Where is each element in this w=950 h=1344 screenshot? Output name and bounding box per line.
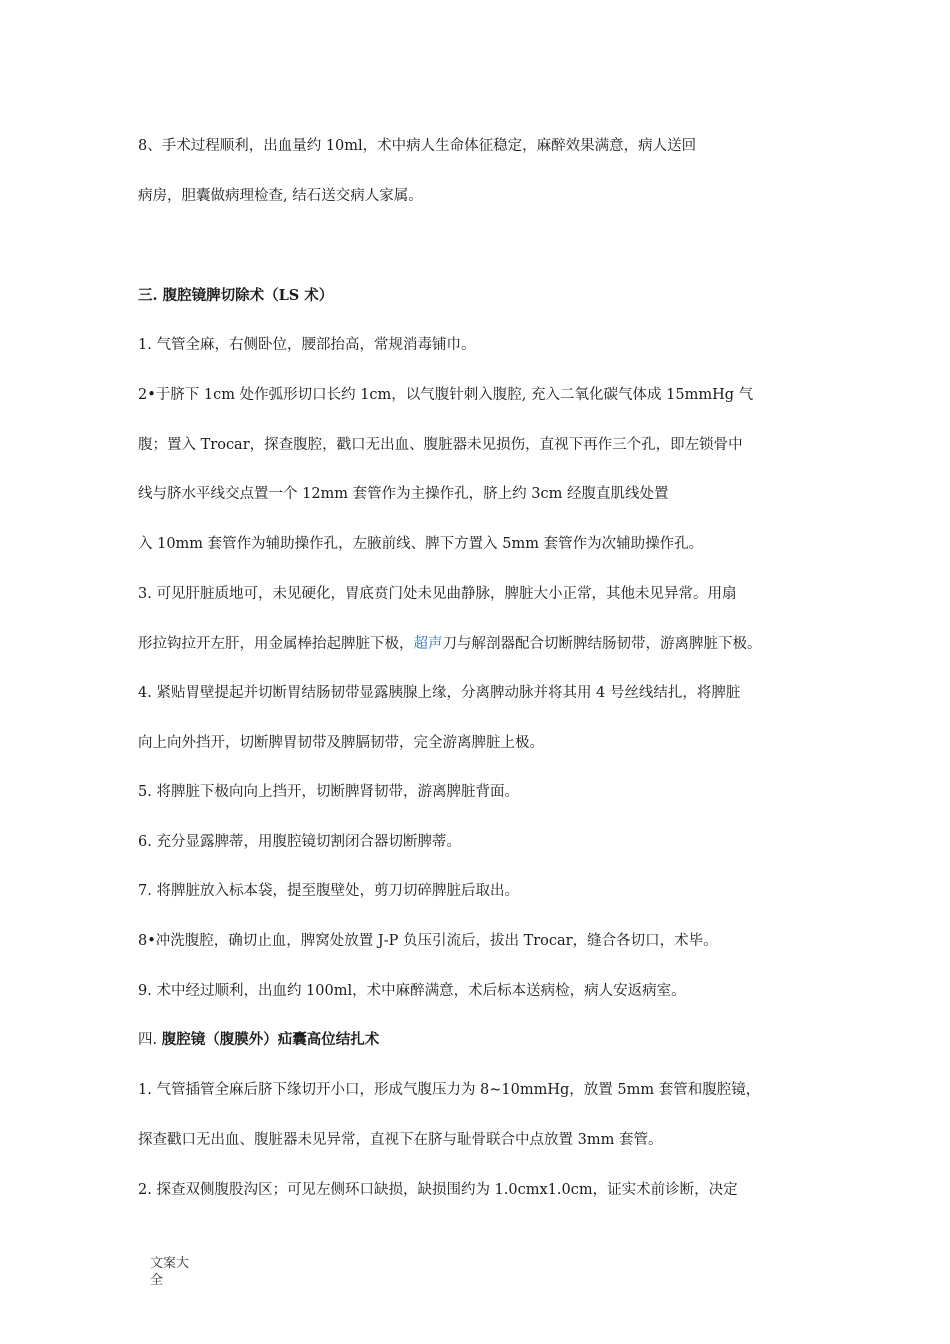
prev-item-8-line-1: 8、手术过程顺利，出血量约 10ml，术中病人生命体征稳定，麻醉效果满意，病人送回	[138, 138, 697, 154]
section-3-item-2-line-3: 线与脐水平线交点置一个 12mm 套管作为主操作孔，脐上约 3cm 经腹直肌线处置	[138, 486, 669, 502]
section-3-item-7: 7. 将脾脏放入标本袋，提至腹壁处，剪刀切碎脾脏后取出。	[138, 883, 519, 899]
ultrasound-link[interactable]: 超声	[413, 636, 443, 652]
item-3-text-after-link: 刀与解剖器配合切断脾结肠韧带，游离脾脏下极。	[442, 636, 762, 652]
item-3-text-before-link: 形拉钩拉开左肝，用金属棒抬起脾脏下极，	[138, 636, 414, 652]
section-3-item-3-line-2	[138, 634, 828, 654]
footer-line-2: 全	[150, 1273, 164, 1288]
section-4-item-1-line-2: 探查戳口无出血、腹脏器未见异常，直视下在脐与耻骨联合中点放置 3mm 套管。	[138, 1132, 663, 1148]
section-3-item-6: 6. 充分显露脾蒂，用腹腔镜切割闭合器切断脾蒂。	[138, 834, 461, 850]
section-3-item-4-line-1: 4. 紧贴胃壁提起并切断胃结肠韧带显露胰腺上缘，分离脾动脉并将其用 4 号丝线结扎，将脾脏	[138, 685, 741, 701]
section-4-title	[138, 1030, 828, 1050]
section-4-title-prefix: 四.	[138, 1032, 162, 1048]
section-3-item-2-line-2: 腹；置入 Trocar，探查腹腔，戳口无出血、腹脏器未见损伤，直视下再作三个孔，即左锁骨中	[138, 437, 743, 453]
section-3-item-9: 9. 术中经过顺利，出血约 100ml，术中麻醉满意，术后标本送病检，病人安返病室。	[138, 983, 686, 999]
section-3-item-1: 1. 气管全麻，右侧卧位，腰部抬高，常规消毒铺巾。	[138, 337, 476, 353]
section-3-item-4-line-2: 向上向外挡开，切断脾胃韧带及脾膈韧带，完全游离脾脏上极。	[138, 735, 544, 751]
section-3-item-2-line-4: 入 10mm 套管作为辅助操作孔，左腋前线、脾下方置入 5mm 套管作为次辅助操作孔。	[138, 536, 704, 552]
section-3-item-2-line-1: 2•于脐下 1cm 处作弧形切口长约 1cm，以气腹针刺入腹腔, 充入二氧化碳气体成 15mmHg 气	[138, 387, 754, 403]
prev-item-8-line-2: 病房，胆囊做病理检查, 结石送交病人家属。	[138, 188, 423, 204]
section-4-title-text: 腹腔镜（腹膜外）疝囊高位结扎术	[161, 1031, 380, 1048]
page-footer	[150, 1255, 198, 1289]
section-4-item-1-line-1: 1. 气管插管全麻后脐下缘切开小口，形成气腹压力为 8~10mmHg，放置 5mm 套管和腹腔镜，	[138, 1082, 761, 1098]
footer-line-1: 文案大	[150, 1256, 190, 1271]
section-3-item-8: 8•冲洗腹腔，确切止血，脾窝处放置 J-P 负压引流后，拔出 Trocar，缝合各切口，术毕。	[138, 933, 718, 949]
section-3-item-3-line-1: 3. 可见肝脏质地可，未见硬化，胃底贲门处未见曲静脉，脾脏大小正常，其他未见异常。用扇	[138, 586, 737, 602]
section-3-title: 三. 腹腔镜脾切除术（LS 术）	[138, 287, 334, 304]
section-3-item-5: 5. 将脾脏下极向向上挡开，切断脾肾韧带，游离脾脏背面。	[138, 784, 519, 800]
section-4-item-2-line-1: 2. 探查双侧腹股沟区；可见左侧环口缺损，缺损围约为 1.0cmx1.0cm，证实术前诊断，决定	[138, 1182, 738, 1198]
